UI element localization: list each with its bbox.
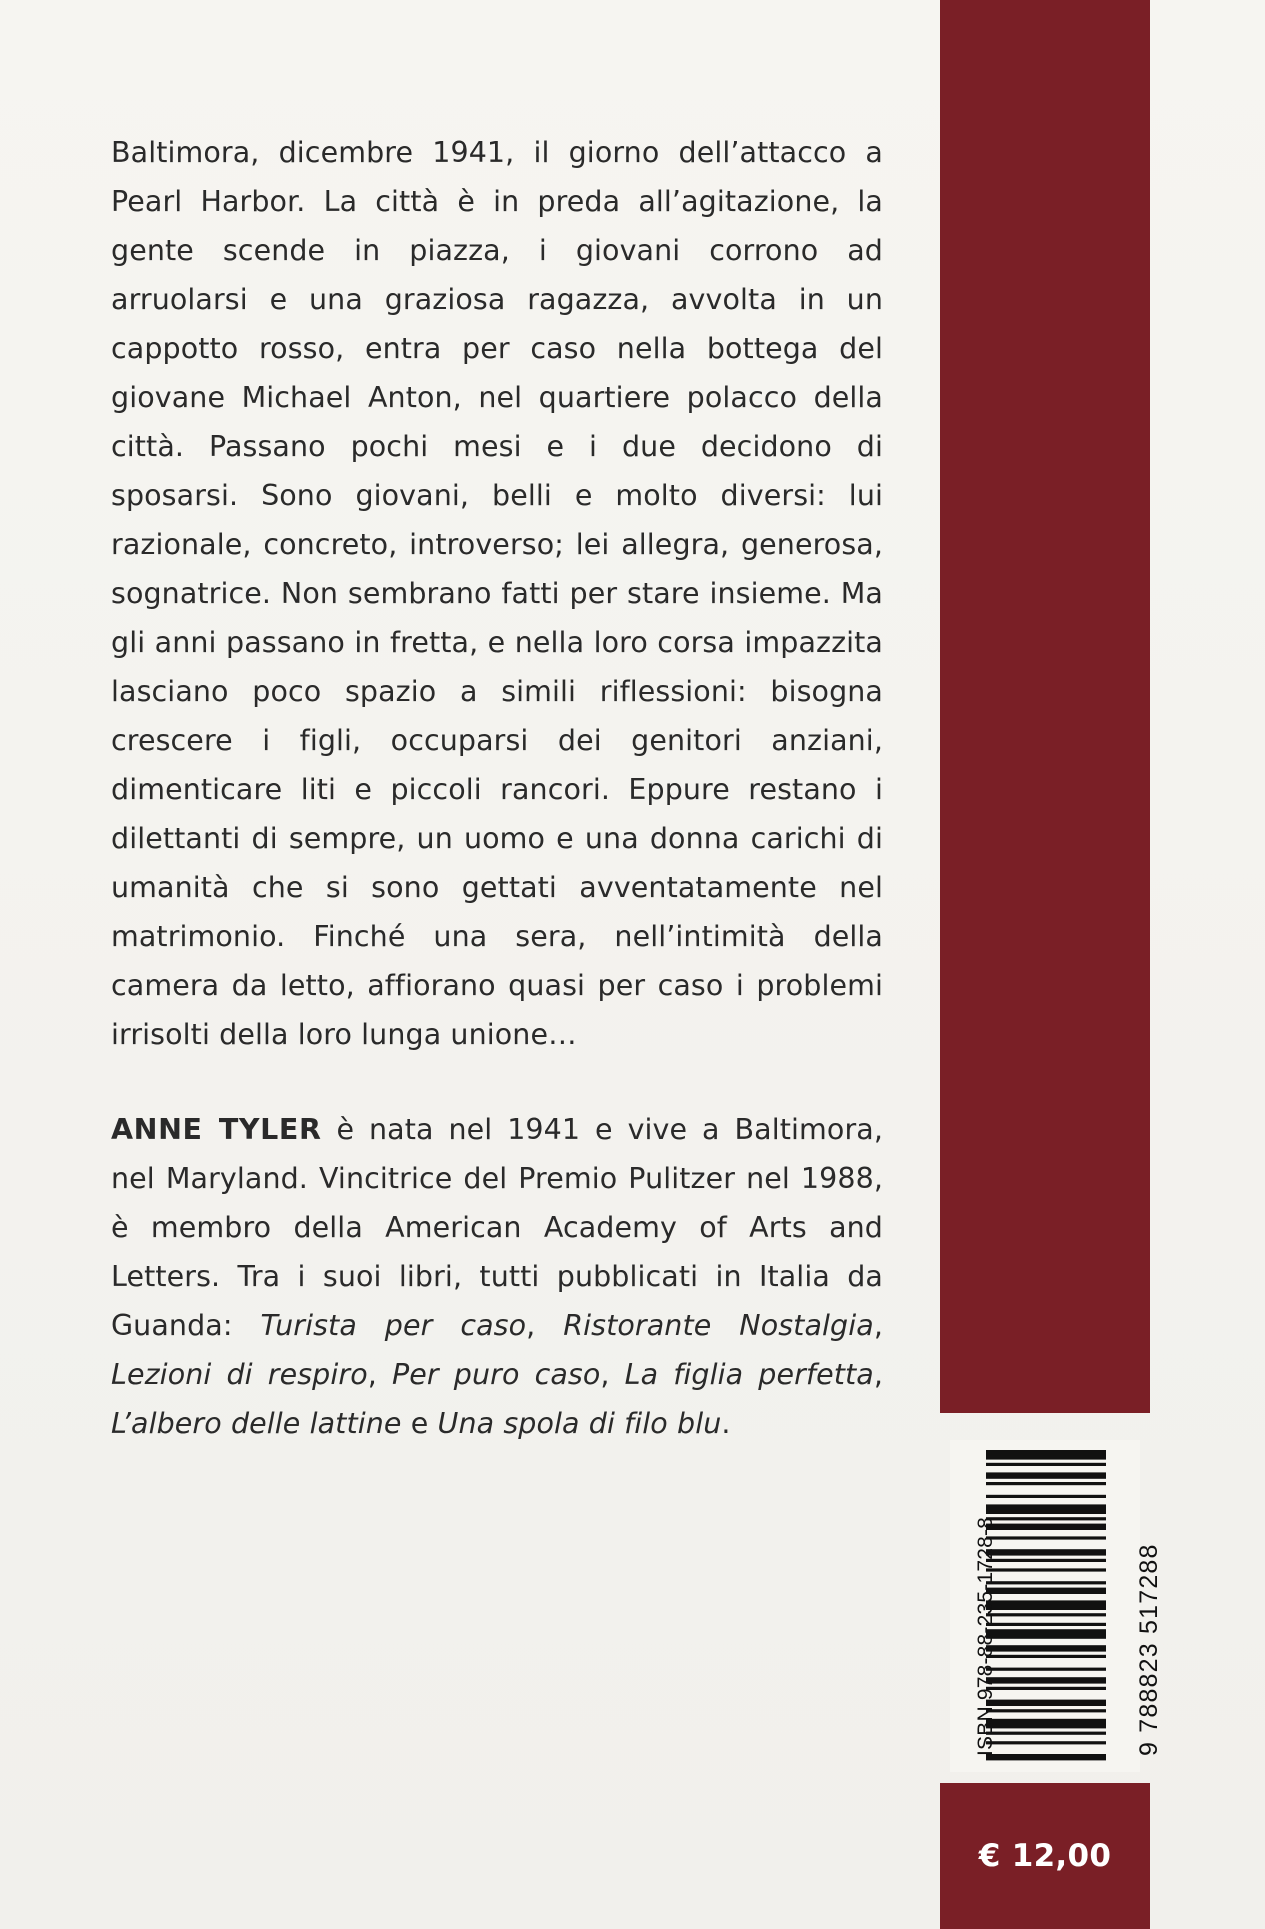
author-bio-text: è nata nel 1941 e vive a Baltimora, nel Maryland. Vincitrice del Premio Pulitzer nel 1988, è membro della American Academy of Arts and Letters. Tra i suoi libri, tutti pubblicati in Italia da Guanda:	[111, 1113, 883, 1342]
synopsis-paragraph: Baltimora, dicembre 1941, il giorno dell’attacco a Pearl Harbor. La città è in preda all’agitazione, la gente scende in piazza, i giovani corrono ad arruolarsi e una graziosa ragazza, avvolta in un cappotto rosso, entra per caso nella bottega del giovane Michael Anton, nel quartiere polacco della città. Passano pochi mesi e i due decidono di sposarsi. Sono giovani, belli e molto diversi: lui razionale, concreto, introverso; lei allegra, generosa, sognatrice. Non sembrano fatti per stare insieme. Ma gli anni passano in fretta, e nella loro corsa impazzita lasciano poco spazio a simili riflessioni: bisogna crescere i figli, occuparsi dei genitori anziani, dimenticare liti e piccoli rancori. Eppure restano i dilettanti di sempre, un uomo e una donna carichi di umanità che si sono gettati avventatamente nel matrimonio. Finché una sera, nell’intimità della camera da letto, affiorano quasi per caso i problemi irrisolti della loro lunga unione…	[111, 136, 883, 1051]
barcode-bar	[986, 1687, 1106, 1690]
barcode-bar	[986, 1677, 1106, 1683]
barcode-bar	[986, 1581, 1106, 1584]
barcode-bar	[986, 1495, 1106, 1498]
price-label: € 12,00	[978, 1838, 1112, 1874]
barcode-bar	[986, 1719, 1106, 1729]
barcode-bar	[986, 1655, 1106, 1658]
barcode-bar	[986, 1709, 1106, 1712]
accent-color-band	[940, 0, 1150, 1413]
barcode-bar	[986, 1450, 1106, 1460]
author-bio-paragraph	[111, 1105, 883, 1448]
barcode-bar	[986, 1613, 1106, 1616]
text-column	[111, 128, 883, 1448]
book-title: Ristorante Nostalgia	[563, 1309, 874, 1342]
barcode-bar	[986, 1600, 1106, 1610]
barcode-bar	[986, 1504, 1106, 1514]
barcode-bar	[986, 1754, 1106, 1760]
barcode-bar	[986, 1700, 1106, 1706]
book-title: Lezioni di respiro	[111, 1358, 368, 1391]
barcode-bar	[986, 1517, 1106, 1520]
barcode-bar	[986, 1482, 1106, 1485]
barcode-bar	[986, 1463, 1106, 1466]
title-separator: ,	[600, 1358, 625, 1391]
book-title: Una spola di filo blu	[437, 1407, 722, 1440]
book-title: La figlia perfetta	[624, 1358, 874, 1391]
barcode-bar	[986, 1588, 1106, 1594]
barcode-bar	[986, 1524, 1106, 1530]
barcode-bar	[986, 1741, 1106, 1744]
book-title: L’albero delle lattine	[111, 1407, 402, 1440]
barcode-bar	[986, 1629, 1106, 1639]
barcode-bar	[986, 1623, 1106, 1626]
barcode-bar	[986, 1559, 1106, 1562]
title-end-period: .	[721, 1407, 731, 1440]
title-separator: ,	[367, 1358, 392, 1391]
barcode-digits: 9 788823 517288	[1135, 1543, 1163, 1756]
title-separator: ,	[526, 1309, 564, 1342]
barcode-bar	[986, 1536, 1106, 1539]
author-name: ANNE TYLER	[111, 1113, 322, 1146]
title-separator: ,	[873, 1358, 883, 1391]
title-separator: ,	[873, 1309, 883, 1342]
book-title: Per puro caso	[391, 1358, 601, 1391]
barcode-bar	[986, 1568, 1106, 1571]
book-title: Turista per caso	[260, 1309, 527, 1342]
barcode-bar	[986, 1645, 1106, 1651]
barcode-bar	[986, 1668, 1106, 1671]
title-conjunction: e	[401, 1407, 438, 1440]
price-box	[940, 1783, 1150, 1929]
barcode-bar	[986, 1472, 1106, 1478]
barcode-bar	[986, 1549, 1106, 1555]
isbn-label: ISBN 978-88-235-1728-8	[974, 1516, 997, 1756]
barcode-bar	[986, 1732, 1106, 1735]
